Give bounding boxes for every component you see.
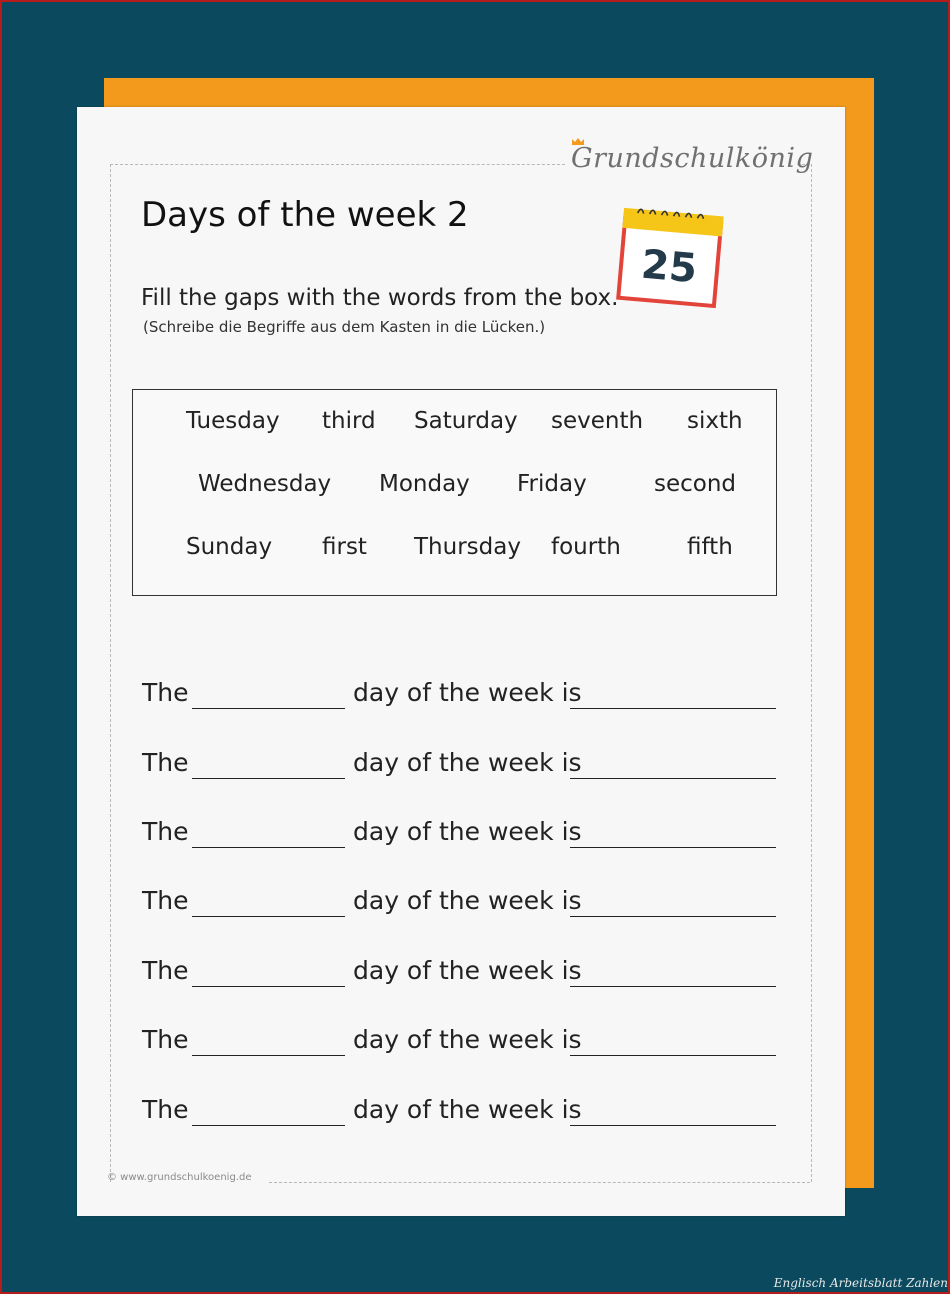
word-item: Saturday bbox=[414, 408, 518, 434]
sentence-middle: day of the week is bbox=[353, 678, 582, 707]
sentence-start: The bbox=[142, 956, 189, 985]
page-title: Days of the week 2 bbox=[141, 195, 469, 235]
sentence-start: The bbox=[142, 817, 189, 846]
word-item: fourth bbox=[551, 534, 621, 560]
sentence-middle: day of the week is bbox=[353, 817, 582, 846]
sentence-start: The bbox=[142, 1095, 189, 1124]
ordinal-gap[interactable] bbox=[192, 916, 345, 917]
day-gap[interactable] bbox=[570, 1055, 776, 1056]
ordinal-gap[interactable] bbox=[192, 847, 345, 848]
word-item: sixth bbox=[687, 408, 743, 434]
gap-sentence bbox=[142, 748, 777, 788]
sentence-middle: day of the week is bbox=[353, 886, 582, 915]
ordinal-gap[interactable] bbox=[192, 986, 345, 987]
word-item: Sunday bbox=[186, 534, 273, 560]
ordinal-gap[interactable] bbox=[192, 708, 345, 709]
word-item: seventh bbox=[551, 408, 644, 434]
word-box bbox=[132, 389, 777, 596]
image-caption: Englisch Arbeitsblatt Zahlen bbox=[773, 1276, 948, 1290]
word-item: third bbox=[322, 408, 376, 434]
day-gap[interactable] bbox=[570, 708, 776, 709]
sentence-start: The bbox=[142, 886, 189, 915]
day-gap[interactable] bbox=[570, 986, 776, 987]
calendar-icon bbox=[612, 202, 728, 312]
word-item: Tuesday bbox=[186, 408, 280, 434]
day-gap[interactable] bbox=[570, 916, 776, 917]
word-item: first bbox=[322, 534, 367, 560]
ordinal-gap[interactable] bbox=[192, 1055, 345, 1056]
ordinal-gap[interactable] bbox=[192, 778, 345, 779]
word-item: Thursday bbox=[414, 534, 521, 560]
gap-sentence bbox=[142, 678, 777, 718]
sentence-start: The bbox=[142, 678, 189, 707]
sentence-start: The bbox=[142, 1025, 189, 1054]
copyright-footer: © www.grundschulkoenig.de bbox=[107, 1172, 252, 1183]
instruction: Fill the gaps with the words from the box. bbox=[141, 285, 619, 311]
word-item: fifth bbox=[687, 534, 733, 560]
word-item: second bbox=[654, 471, 737, 497]
brand-logo: Grundschulkönig bbox=[571, 143, 814, 174]
word-item: Wednesday bbox=[198, 471, 332, 497]
sentence-middle: day of the week is bbox=[353, 1095, 582, 1124]
sentence-start: The bbox=[142, 748, 189, 777]
gap-sentence bbox=[142, 817, 777, 857]
gap-sentence bbox=[142, 1025, 777, 1065]
day-gap[interactable] bbox=[570, 778, 776, 779]
gap-sentence bbox=[142, 1095, 777, 1135]
sentence-middle: day of the week is bbox=[353, 1025, 582, 1054]
sentence-middle: day of the week is bbox=[353, 748, 582, 777]
day-gap[interactable] bbox=[570, 847, 776, 848]
word-item: Friday bbox=[517, 471, 587, 497]
sentence-middle: day of the week is bbox=[353, 956, 582, 985]
gap-sentence bbox=[142, 956, 777, 996]
day-gap[interactable] bbox=[570, 1125, 776, 1126]
calendar-number: 25 bbox=[639, 241, 699, 293]
worksheet-page bbox=[77, 107, 845, 1216]
gap-sentence bbox=[142, 886, 777, 926]
ordinal-gap[interactable] bbox=[192, 1125, 345, 1126]
dashed-border-bottom bbox=[269, 1182, 810, 1183]
instruction-translation: (Schreibe die Begriffe aus dem Kasten in die Lücken.) bbox=[143, 318, 546, 336]
word-item: Monday bbox=[379, 471, 470, 497]
